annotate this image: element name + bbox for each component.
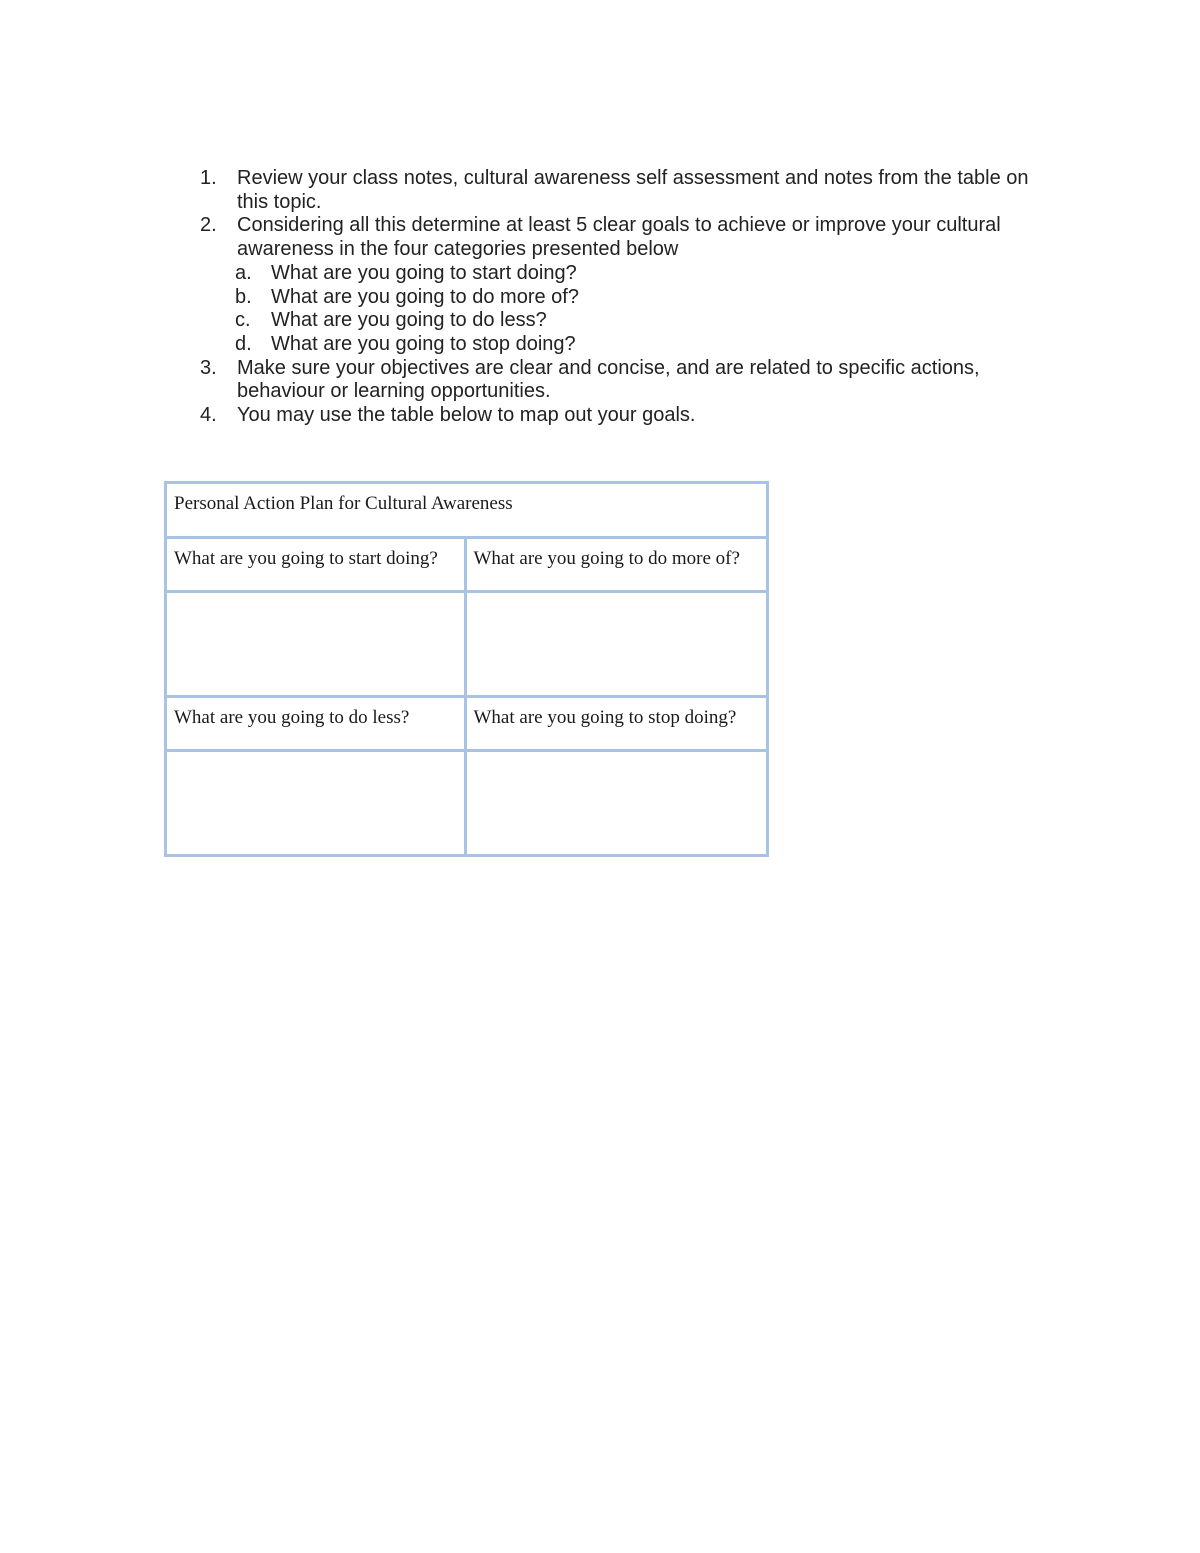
list-number: 2. <box>200 214 217 237</box>
list-item-text: You may use the table below to map out your goals. <box>237 404 696 427</box>
start-doing-header: What are you going to start doing? <box>166 538 466 592</box>
list-item-text: Review your class notes, cultural awareness self assessment and notes from the table on this topic. <box>237 167 1029 213</box>
list-number: 1. <box>200 167 217 189</box>
sub-item-b <box>200 286 1040 310</box>
sub-item-a <box>200 262 1040 286</box>
table-header-row <box>166 538 768 592</box>
instructions-list <box>200 167 1040 428</box>
table-row <box>166 751 768 856</box>
list-item-text: Considering all this determine at least 5 clear goals to achieve or improve your cultural awareness in the four categories presented below <box>237 214 1001 261</box>
stop-doing-cell[interactable] <box>465 751 768 856</box>
sub-item-d <box>200 333 1040 357</box>
start-doing-cell[interactable] <box>166 592 466 697</box>
sub-letter: b. <box>235 285 252 308</box>
list-item-1 <box>200 167 1040 214</box>
list-item-4 <box>200 404 1040 428</box>
sub-letter: d. <box>235 332 252 355</box>
stop-doing-header: What are you going to stop doing? <box>465 697 768 751</box>
table-row <box>166 592 768 697</box>
table-title: Personal Action Plan for Cultural Awareness <box>166 483 768 538</box>
sub-item-c <box>200 309 1040 333</box>
do-less-cell[interactable] <box>166 751 466 856</box>
list-item-text: Make sure your objectives are clear and concise, and are related to specific actions, behaviour or learning opportunities. <box>237 356 980 403</box>
table-header-row <box>166 697 768 751</box>
sub-item-text: What are you going to start doing? <box>271 261 577 284</box>
sub-letter: a. <box>235 261 252 284</box>
list-item-2 <box>200 214 1040 261</box>
list-number: 3. <box>200 356 217 379</box>
sub-item-text: What are you going to do more of? <box>271 285 579 308</box>
list-number: 4. <box>200 404 217 427</box>
sub-item-text: What are you going to stop doing? <box>271 332 576 355</box>
do-more-header: What are you going to do more of? <box>465 538 768 592</box>
action-plan-table <box>164 481 769 857</box>
table-title-row <box>166 483 768 538</box>
do-more-cell[interactable] <box>465 592 768 697</box>
sub-letter: c. <box>235 309 251 332</box>
do-less-header: What are you going to do less? <box>166 697 466 751</box>
list-item-3 <box>200 357 1040 404</box>
sub-item-text: What are you going to do less? <box>271 309 547 332</box>
